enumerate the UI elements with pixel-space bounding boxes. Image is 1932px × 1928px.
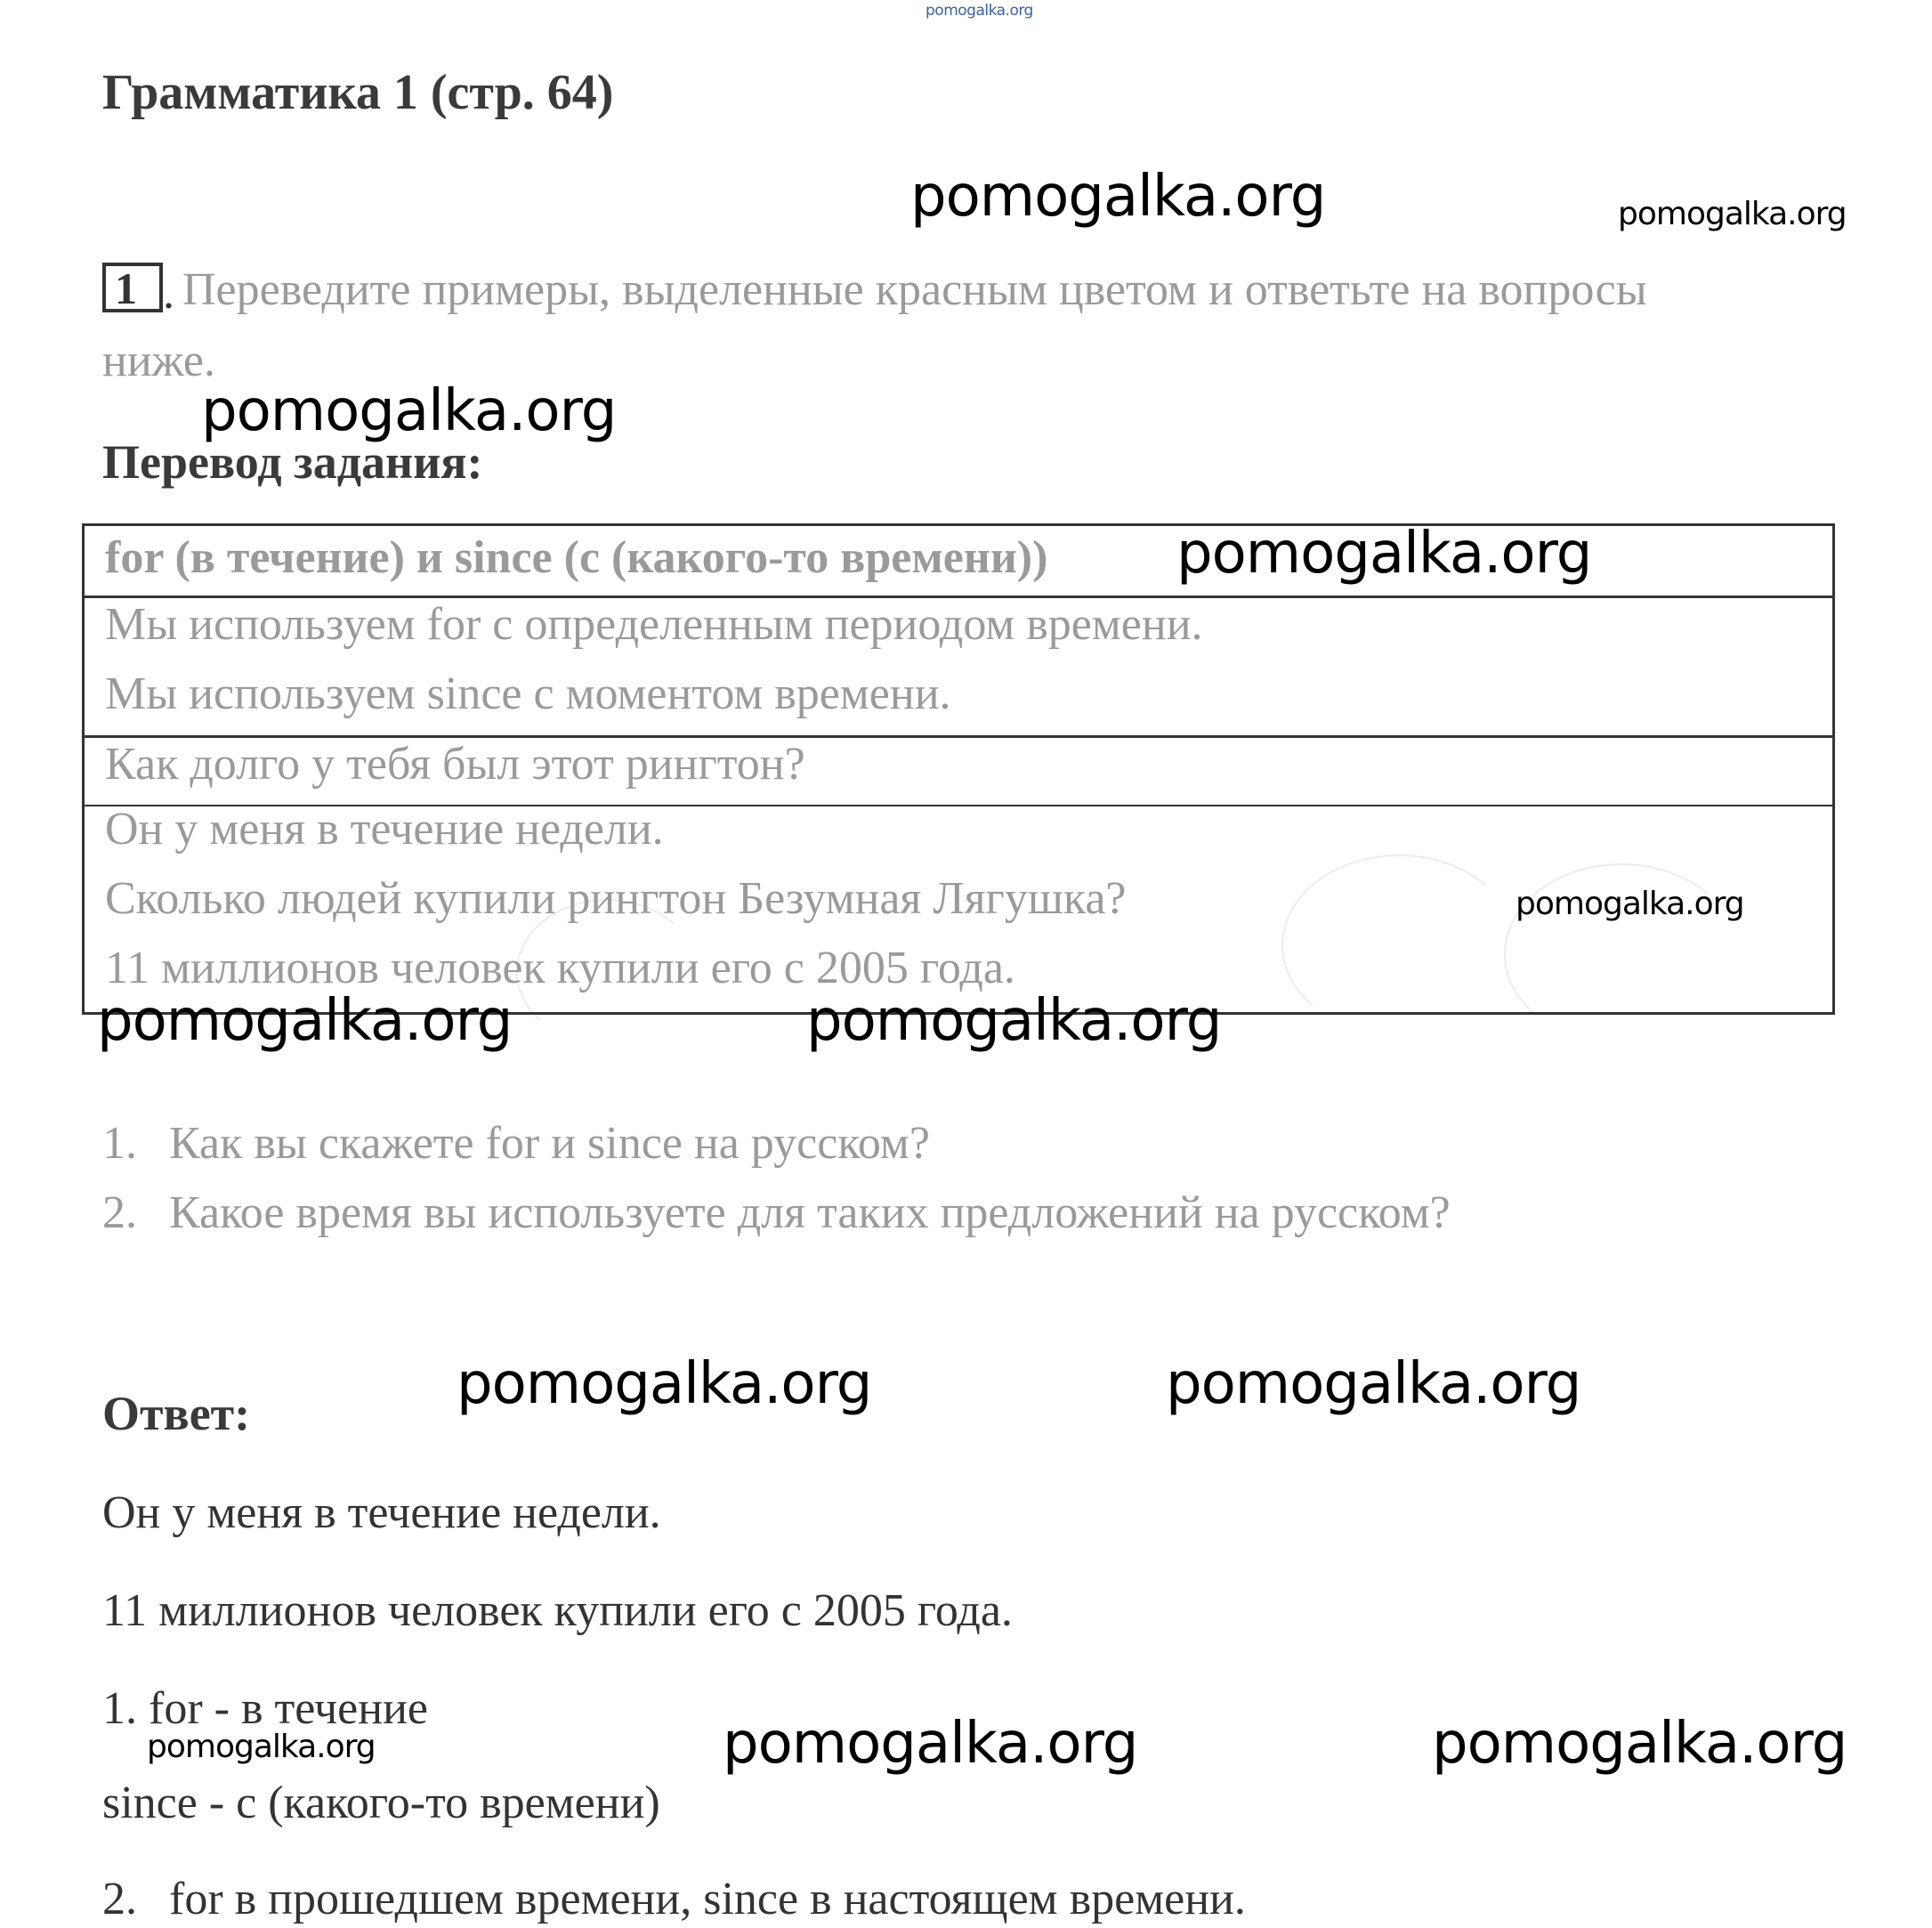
watermark: pomogalka.org <box>910 164 1326 230</box>
answer-line: Он у меня в течение недели. <box>102 1487 661 1538</box>
question-number: 2. <box>102 1187 137 1238</box>
table-row-question <box>85 735 1832 807</box>
answer-number: 2. <box>102 1874 137 1924</box>
task-instruction-cont: ниже. <box>102 336 215 386</box>
watermark: pomogalka.org <box>806 988 1222 1054</box>
answer-line: for в прошедшем времени, since в настоящем времени. <box>169 1874 1246 1924</box>
question-text: Какое время вы используете для таких предложений на русском? <box>169 1187 1451 1238</box>
question-line: Как долго у тебя был этот рингтон? <box>105 739 805 790</box>
table-row-rules <box>85 595 1832 738</box>
task-instruction: Переведите примеры, выделенные красным цветом и ответьте на вопросы <box>182 264 1647 315</box>
answer-heading: Ответ: <box>102 1387 251 1440</box>
watermark: pomogalka.org <box>1176 521 1592 587</box>
answer-line: since - с (какого-то времени) <box>102 1778 660 1828</box>
example-line: Сколько людей купили рингтон Безумная Лягушка? <box>105 873 1127 924</box>
table-header: for (в течение) и since (с (какого-то времени)) <box>105 532 1048 583</box>
watermark: pomogalka.org <box>1166 1351 1581 1417</box>
watermark: pomogalka.org <box>1516 886 1744 922</box>
task-number-dot: . <box>163 268 174 319</box>
watermark-top: pomogalka.org <box>926 2 1033 20</box>
rule-line: Мы используем for с определенным периодом времени. <box>105 599 1203 650</box>
grammar-table <box>82 523 1835 1015</box>
rule-line: Мы используем since с моментом времени. <box>105 668 951 719</box>
watermark: pomogalka.org <box>723 1711 1138 1777</box>
watermark: pomogalka.org <box>201 378 617 444</box>
answer-line: 11 миллионов человек купили его с 2005 года. <box>102 1585 1013 1636</box>
translation-heading: Перевод задания: <box>102 435 483 489</box>
watermark: pomogalka.org <box>147 1729 376 1765</box>
answer-line: 1. for - в течение <box>102 1683 428 1734</box>
watermark: pomogalka.org <box>1618 196 1847 232</box>
example-line: Он у меня в течение недели. <box>105 804 664 855</box>
question-text: Как вы скажете for и since на русском? <box>169 1118 930 1169</box>
example-line: 11 миллионов человек купили его с 2005 года. <box>105 943 1015 993</box>
page-title: Грамматика 1 (стр. 64) <box>102 65 614 120</box>
task-number-box: 1 <box>102 263 163 312</box>
watermark: pomogalka.org <box>457 1351 872 1417</box>
question-number: 1. <box>102 1118 137 1169</box>
watermark: pomogalka.org <box>97 988 513 1054</box>
watermark: pomogalka.org <box>1432 1711 1847 1777</box>
